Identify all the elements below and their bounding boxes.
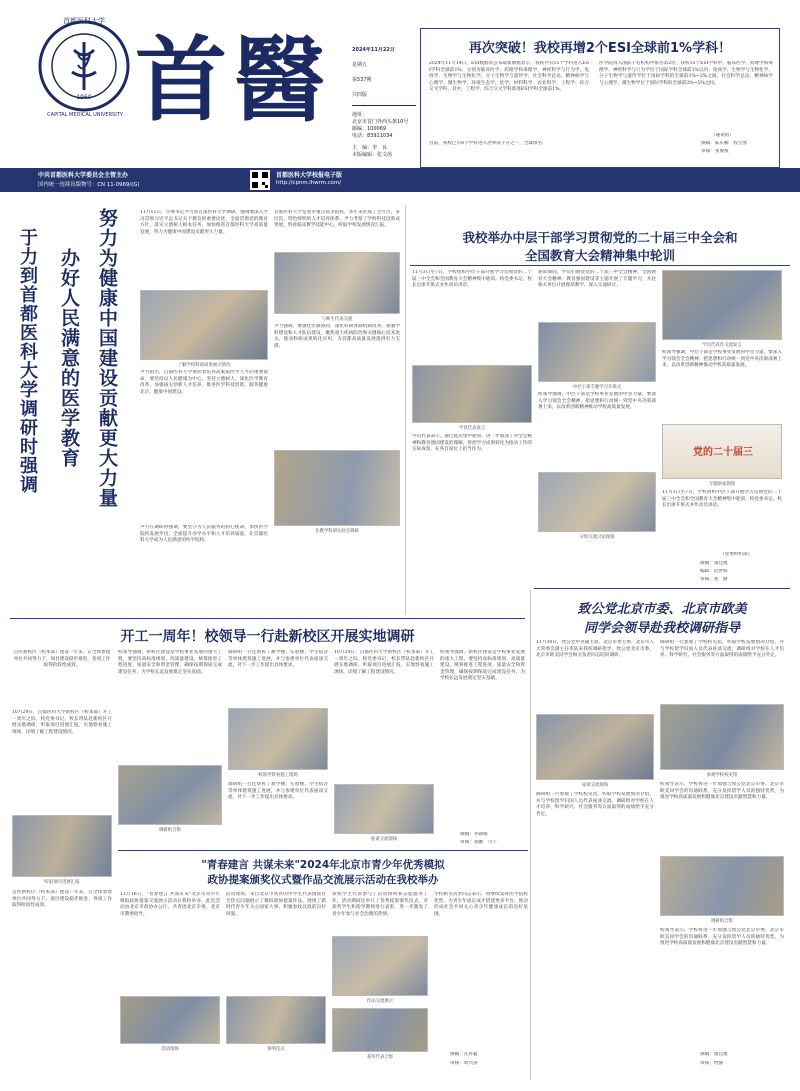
europe-reviewer: 审核：贾静 <box>700 1061 723 1066</box>
newspaper-title: 首醫 <box>135 26 332 134</box>
europe-photo-3-caption: 调研组合影 <box>711 919 733 924</box>
youth-top-rule <box>118 850 528 851</box>
lead-photo-2 <box>274 252 400 314</box>
lead-p5: 尹力在调研时强调，要坚守为人民服务的初心使命，加快医学院校发展步伐，全面提升办学水平和人才培养质量，让首都医科大学成为人民满意的医学院校。 <box>140 525 268 543</box>
plenum-slide-photo <box>662 424 782 479</box>
plenum-photo-2-caption: 学员代表作交流发言 <box>702 343 742 348</box>
europe-photo-3 <box>660 856 784 916</box>
plenum-photo-3 <box>412 365 532 423</box>
youth-p4: 学校相关负责同志表示，将继续发挥医学院校优势，为青少年成长成才搭建更多平台，推动形成社会共同关心青少年健康成长的良好氛围。 <box>434 892 528 917</box>
europe-photo-1-caption: 参观学校校史馆 <box>706 773 738 778</box>
sponsor-text: 中共首都医科大学委员会主管主办 <box>38 172 129 179</box>
issue-edition: 共四版 <box>352 92 368 98</box>
youth-photo-2 <box>226 996 326 1044</box>
plenum-photo-1 <box>538 322 656 382</box>
lead-p2: 首都医科大学是我市重点高等院校，多年来形成了全方位、多层次、特色鲜明的人才培养体系。尹力考察了学校科技创新成果展，察看临床教学技能中心，听取学校发展情况汇报。 <box>274 210 400 228</box>
plenum-title-1: 我校举办中层干部学习贯彻党的二十届三中全会和 <box>462 230 738 245</box>
youth-photo-4 <box>332 1008 428 1052</box>
youth-title-2: 政协提案颁奖仪式暨作品交流展示活动在我校举办 <box>207 874 439 886</box>
esi-author: 撰稿：陈庆楠 程宝寒 <box>701 141 747 146</box>
anniversary-photo-2 <box>12 815 112 877</box>
issue-weekday: 星期五 <box>352 62 368 68</box>
plenum-p1: 11月3日至7日，学校组织中层干部开展学习贯彻党的二十届三中全会和全国教育大会精神集中轮训。校党委书记、校长出席开班式并作动员讲话。 <box>412 270 532 288</box>
europe-top-rule <box>534 588 790 589</box>
anniversary-top-rule <box>10 618 525 619</box>
logo-text-cn: 首都医科大学 <box>63 17 105 25</box>
lead-p3: 尹力指出，首都医科大学承担着培养高素质医学人才的重要使命，要坚持以人民健康为中心，坚持立德树人，深化医学教育改革，加强拔尖创新人才培养，推进医学科技创新，服务健康北京、健康中国建设。 <box>140 370 268 395</box>
anniversary-photo-3-caption: 调研组合影 <box>159 828 181 833</box>
issue-info <box>352 47 416 167</box>
anniversary-p3-cont: 调研组一行还察看了教学楼、实验楼、学生宿舍等单体建筑施工进展，并与参建单位代表座谈交流，对下一步工作提出具体要求。 <box>228 782 328 800</box>
youth-photo-1-caption: 活动现场 <box>161 1047 179 1052</box>
youth-title-1: "青春建言 共谋未来"2024年北京市青少年优秀模拟 <box>201 859 445 871</box>
anniversary-p2: 校领导强调，新校区建设是学校事业发展的重大工程，要坚持高标准规划、高质量建设，统筹推进工程进度、质量安全和资金管理，确保按期保质完成建设任务，为学校长远发展奠定坚实基础。 <box>118 650 222 675</box>
anniversary-photo-2-caption: 听取项目进展汇报 <box>44 880 80 885</box>
plenum-author: 撰稿：康佳澳 <box>700 561 728 566</box>
youth-p2: 活动现场，来自北京市各区的中学生代表围绕社会热点问题展示了模拟政协提案作品，展现了新时代青少年关心国家大事、积极参政议政的良好风貌。 <box>226 892 326 917</box>
vertical-headline-line1: 努力为健康中国建设贡献更大力量 <box>96 208 118 508</box>
europe-p1: 11月30日，致公党中央副主席、北京市委主委、北京市人大常委会副主任率队来我校调研指导，致公党北京市委、北京市欧美同学会相关负责同志陪同调研。 <box>536 640 654 658</box>
anniversary-reviewer: 审核：张鹏 马宁 <box>460 840 497 845</box>
logo-text-en: CAPITAL MEDICAL UNIVERSITY <box>47 112 123 118</box>
issue-date: 2024年11月22日 <box>352 47 395 53</box>
youth-author: 撰稿：孔祥鑫 <box>450 1052 478 1057</box>
plenum-p1-cont: 11月3日至7日，学校组织中层干部开展学习贯彻党的二十届三中全会和全国教育大会精神集中轮训。校党委书记、校长出席开班式并作动员讲话。 <box>662 490 782 508</box>
esi-source: （通讯组） <box>711 133 734 138</box>
plenum-photo-4-caption: 分组交流讨论现场 <box>579 535 615 540</box>
esi-p2: 目前，我校已有8个学科进入世界前千分之一，全球排名 <box>429 141 543 146</box>
youth-photo-4-caption: 获奖代表合影 <box>366 1055 394 1060</box>
phone: 电话：83911034 <box>352 133 393 139</box>
youth-photo-3-caption: 作品交流展示 <box>366 999 394 1004</box>
postcode: 邮编：100069 <box>352 126 387 132</box>
plenum-photo-2 <box>662 270 782 340</box>
lead-photo-1-caption: 了解学校科研成果展示情况 <box>177 363 231 368</box>
europe-title-2: 同学会领导赴我校调研指导 <box>583 621 740 636</box>
vertical-headline-line3: 于力到首都医科大学调研时强调 <box>17 228 38 494</box>
youth-photo-1 <box>120 996 220 1044</box>
europe-photo-2 <box>536 714 654 780</box>
anniversary-photo-4-caption: 座谈交流现场 <box>370 837 398 842</box>
plenum-reviewer: 审核：张 静 <box>700 577 728 582</box>
anniversary-p2-cont: 校领导强调，新校区建设是学校事业发展的重大工程，要坚持高标准规划、高质量建设，统筹推进工程进度、质量安全和资金管理，确保按期保质完成建设任务，为学校长远发展奠定坚实基础。 <box>440 650 525 681</box>
europe-p3: 校领导表示，学校将进一步加强与致公党北京市委、北京市欧美同学会的沟通联系，充分发挥留学人员的独特优势，为推进学校高质量发展和健康北京建设贡献智慧和力量。 <box>660 782 784 800</box>
anniversary-intro: 首医新校区（校本部）建设一年来，在全体参建单位共同努力下，项目建设稳步推进，各项工作取得阶段性成效。 <box>13 650 111 668</box>
youth-photo-2-caption: 颁奖仪式 <box>267 1047 285 1052</box>
europe-p2: 调研组一行参观了学校校史馆，听取学校发展情况介绍，并与学校留学归国人员代表座谈交流。调研组对学校在人才培养、科学研究、社会服务等方面取得的成绩给予充分肯定。 <box>660 640 784 658</box>
anniversary-photo-1 <box>228 708 328 770</box>
anniversary-p1-cont: 10月29日，首都医科大学新校区（校本部）开工一周年之际，校党委书记、校长带队赴新校区开展实地调研，听取项目进展汇报，实地察看施工现场，详细了解工程建设情况。 <box>334 650 434 675</box>
esi-title: 再次突破！我校再增2个ESI全球前1%学科！ <box>468 41 732 56</box>
anniversary-author: 撰稿：李锦娟 <box>460 832 488 837</box>
plenum-p3: 校领导强调，中层干部是学校事业发展的中坚力量，要深入学习领会全会精神，把思想和行动统一到党中央决策部署上来，以改革创新精神推动学校高质量发展。 <box>662 350 782 368</box>
lead-photo-3 <box>274 450 400 526</box>
plenum-divider <box>410 265 790 266</box>
anniversary-p3: 调研组一行还察看了教学楼、实验楼、学生宿舍等单体建筑施工进展，并与参建单位代表座谈交流，对下一步工作提出具体要求。 <box>228 650 328 668</box>
plenum-title-2: 全国教育大会精神集中轮训 <box>524 248 675 263</box>
issue-number: 第537期 <box>352 77 372 83</box>
youth-p3: 我校学生代表参与了活动组织和志愿服务工作。活动期间还举行了优秀提案颁奖仪式，对获奖学生和指导教师进行表彰，进一步激发了青少年参与社会治理的热情。 <box>332 892 428 917</box>
website-url[interactable]: http://cpnm.ihwrm.com/ <box>276 180 342 186</box>
anniversary-photo-4 <box>334 784 434 834</box>
esi-p1: 2024年11月14日，ESI数据库公布最新数据显示，我校共有15个学科进入ESI学科全球前1%，分别为临床医学、药理学和毒理学、神经科学与行为学、免疫学、生物学与生物化学、分子生物学与遗传学、社会科学总论、精神病学与心理学、微生物学、环境生态学、化学、材料科学、农业科学、工程学、综合交叉学科，其中，工程学、综合交叉学科新进ESI学科全球前1%。 <box>429 61 589 92</box>
plenum-p2-cont: 校领导强调，中层干部是学校事业发展的中坚力量，要深入学习领会全会精神，把思想和行动统一到党中央决策部署上来，以改革创新精神推动学校高质量发展。 <box>538 392 656 410</box>
anniversary-title: 开工一周年！校领导一行赴新校区开展实地调研 <box>120 629 415 645</box>
lead-p4: 尹力强调，要强化医教协同，深化科研体制机制改革，加强学科建设和人才队伍建设，聚焦重大疾病防治和关键核心技术攻关，推动科研成果转化应用，为首都高质量发展提供有力支撑。 <box>274 324 400 349</box>
youth-reviewer: 审核：周兴国 <box>450 1061 478 1066</box>
plenum-photo-1-caption: 中层干部专题学习开班式 <box>572 385 622 390</box>
plenum-contributor: （党委组织部） <box>720 552 753 557</box>
esi-reviewer: 审核：张俊根 <box>701 149 729 154</box>
lead-photo-1 <box>140 290 268 360</box>
logo-year: 1960 <box>76 94 92 101</box>
address-label: 地址： <box>352 112 368 118</box>
plenum-photo-5-caption: 专题讲座现场 <box>708 482 736 487</box>
vertical-headline <box>8 208 128 513</box>
editor-in-chief: 主 编：李 良 <box>352 145 388 151</box>
plenum-photo-4 <box>538 472 656 532</box>
anniversary-p1: 10月29日，首都医科大学新校区（校本部）开工一周年之际，校党委书记、校长带队赴新校区开展实地调研，听取项目进展汇报，实地察看施工现场，详细了解工程建设情况。 <box>12 710 112 735</box>
plenum-p4: 学员代表表示，通过此次集中轮训，进一步加深了对全会精神和教育强国建设的理解，将把学习成果转化为推动工作的实际成效，在各自岗位上担当作为。 <box>412 434 532 452</box>
vertical-headline-line2: 办好人民满意的医学教育 <box>58 248 80 468</box>
plenum-photo-3-caption: 学员代表发言 <box>458 426 486 431</box>
youth-photo-3 <box>332 936 428 996</box>
europe-title-1: 致公党北京市委、北京市欧美 <box>577 602 747 617</box>
column-rule-left <box>405 205 406 615</box>
europe-photo-1 <box>660 704 784 770</box>
lead-photo-2-caption: 与师生代表交流 <box>321 317 353 322</box>
plenum-slide-text: 党的二十届三 <box>693 447 753 458</box>
europe-author: 撰稿：康佳澳 <box>700 1052 728 1057</box>
lead-p1: 11月11日，市委书记尹力到首都医科大学调研，强调要深入学习贯彻习近平总书记关于教育的重要论述，全面贯彻党的教育方针，落实立德树人根本任务，加快推进首都医科大学高质量发展，努力为健康中国建设贡献更大力量。 <box>140 210 268 235</box>
anniversary-intro-cont: 首医新校区（校本部）建设一年来，在全体参建单位共同努力下，项目建设稳步推进，各项工作取得阶段性成效。 <box>12 890 112 908</box>
youth-p1: 11月16日，"青春建言 共谋未来"北京市青少年模拟政协提案交流展示活动在我校举办。此次活动由北京市政协办公厅、共青团北京市委、北京市教委指导。 <box>120 892 220 917</box>
esi-box <box>420 28 780 168</box>
plenum-p2: 轮训期间，学员们围绕党的二十届三中全会精神、全国教育大会精神、教育强国建设等主题开展了专题学习，并赴相关单位开展现场教学，深入交流研讨。 <box>538 270 656 288</box>
cn-number: 国内统一连续出版物号：CN 11-0969/(G) <box>38 182 140 188</box>
europe-p2-cont: 调研组一行参观了学校校史馆，听取学校发展情况介绍，并与学校留学归国人员代表座谈交流。调研组对学校在人才培养、科学研究、社会服务等方面取得的成绩给予充分肯定。 <box>536 792 654 817</box>
masthead-band <box>0 168 800 192</box>
europe-photo-2-caption: 座谈交流现场 <box>581 783 609 788</box>
university-logo <box>38 20 130 112</box>
address-value: 北京市首门外西头条10号 <box>352 119 409 125</box>
lead-photo-3-caption: 在教学科研实验室调研 <box>315 529 359 534</box>
exec-editor: 本版编辑：张文茜 <box>352 152 393 158</box>
website-label: 首都医科大学校报电子版 <box>276 172 343 179</box>
qr-code-icon <box>250 170 270 190</box>
plenum-editor: 编辑：范世辉 <box>700 569 728 574</box>
column-rule-right <box>530 590 531 1080</box>
anniversary-photo-3 <box>118 765 222 825</box>
europe-p3-cont: 校领导表示，学校将进一步加强与致公党北京市委、北京市欧美同学会的沟通联系，充分发挥留学人员的独特优势，为推进学校高质量发展和健康北京建设贡献智慧和力量。 <box>660 928 784 946</box>
esi-p3: 医学院再入围前千名机构中排名第2位。我校15个ESI学科中，临床医学、药理学和毒理学、神经科学与行为学位于国际学科全球前1%以内；免疫学、生物学与生物化学、分子生物学与遗传学位于国际学科的全球前1%~3%之间；社会科学总论、精神病学与心理学、微生物学位于国际学科的全球前3%~5%之间。 <box>599 61 773 86</box>
anniversary-photo-1-caption: 校领导察看施工现场 <box>258 773 298 778</box>
